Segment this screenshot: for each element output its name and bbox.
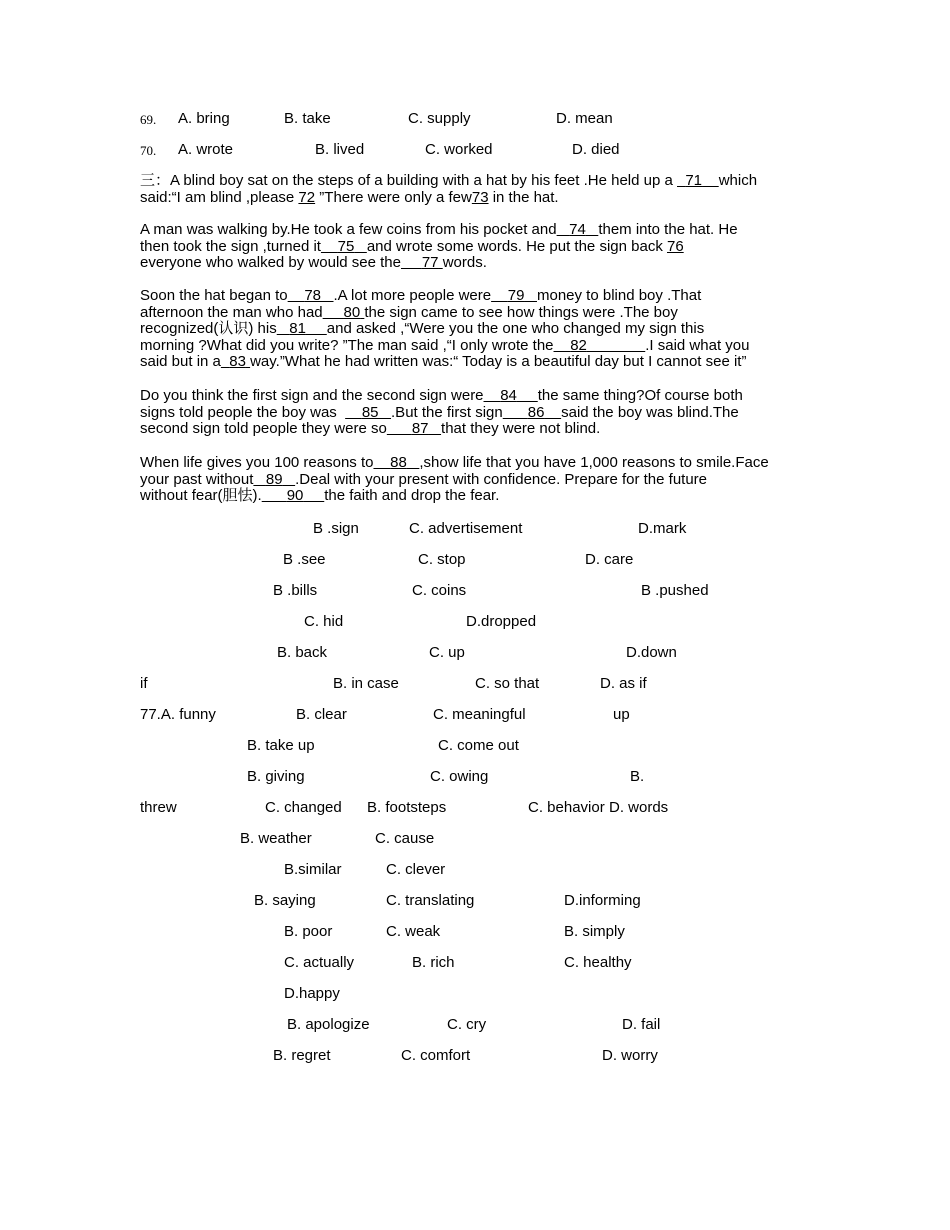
option-a: A. wrote [178, 141, 234, 158]
option: B. take up [247, 737, 315, 754]
option: B .bills [273, 582, 318, 599]
option: C. healthy [564, 954, 632, 971]
blank-77: 77 [421, 254, 439, 271]
blank-85: 85 [361, 403, 379, 421]
option: D.mark [638, 520, 687, 537]
passage-paragraph-3: Soon the hat began to 78 .A lot more people were 79 money to blind boy .That afternoon the man who had 80 the sign came to see how things were .The boy recognized(认识) his 81 and asked ,“Were you the one who changed my sign this morning ?What did you write? ”The man said ,“I only wrote the 82 .I said what you said but in a 83 way.”What he had written was:“ Today is a beautiful day but I cannot see it” [140, 287, 750, 370]
option: B. in case [333, 675, 399, 692]
option: B. saying [254, 892, 316, 909]
option: B. weather [240, 830, 312, 847]
option: C. weak [386, 923, 441, 940]
option: threw [140, 799, 177, 816]
option: C. cause [375, 830, 435, 847]
option-c: C. supply [408, 110, 471, 127]
blank-82: 82 [570, 336, 587, 354]
option: C. behavior [528, 799, 605, 816]
blank-75: 75 [337, 237, 355, 255]
option: B. giving [247, 768, 305, 785]
option-b: B. take [284, 110, 331, 127]
option: C. stop [418, 551, 466, 568]
blank-86: 86 [527, 403, 545, 421]
option: C. come out [438, 737, 519, 754]
option: C. hid [304, 613, 344, 630]
option: C. coins [412, 582, 467, 599]
option: B. clear [296, 706, 347, 723]
blank-88: 88 [390, 454, 407, 471]
option: C. cry [447, 1016, 487, 1033]
option: B. poor [284, 923, 333, 940]
option: D. worry [602, 1047, 658, 1064]
option: if [140, 675, 148, 692]
passage-paragraph-2: A man was walking by.He took a few coins from his pocket and 74 them into the hat. He then took the sign ,turned it 75 and wrote some words. He put the sign back 76 everyone who walked by would see the 77 words. [140, 221, 738, 271]
option: D.down [626, 644, 677, 661]
option: C. clever [386, 861, 446, 878]
blank-80: 80 [343, 303, 361, 321]
blank-89: 89 [265, 470, 283, 488]
option: B .pushed [641, 582, 709, 599]
question-number: 70. [140, 143, 157, 158]
option: B .see [283, 551, 326, 568]
passage-paragraph-1: 三：A blind boy sat on the steps of a building with a hat by his feet .He held up a 71 which said:“I am blind ,please 72 ”There were only a few73 in the hat. [140, 172, 758, 206]
blank-76: 76 [667, 237, 684, 255]
blank-73: 73 [471, 188, 489, 206]
option: B. back [277, 644, 328, 661]
blank-87: 87 [411, 420, 429, 437]
option: B. apologize [287, 1016, 370, 1033]
option: D.informing [564, 892, 641, 909]
option: C. meaningful [433, 706, 526, 723]
blank-78: 78 [304, 287, 321, 304]
passage-paragraph-5: When life gives you 100 reasons to 88 ,show life that you have 1,000 reasons to smile.Face your past without 89 .Deal with your present with confidence. Prepare for the future without fear(胆怯). 90 the faith and drop the fear. [140, 454, 769, 504]
blank-90: 90 [286, 487, 304, 504]
option: D. fail [622, 1016, 661, 1033]
option: D.dropped [466, 613, 537, 630]
option: C. up [429, 644, 465, 661]
option-b: B. lived [315, 141, 365, 158]
option: C. comfort [401, 1047, 471, 1064]
option: C. actually [284, 954, 355, 971]
blank-71: 71 [685, 172, 703, 189]
option: C. changed [265, 799, 342, 816]
option-d: D. died [572, 141, 620, 158]
blank-79: 79 [507, 287, 525, 304]
option: D. care [585, 551, 634, 568]
blank-72: 72 [298, 188, 316, 206]
option: C. translating [386, 892, 475, 909]
blank-81: 81 [289, 320, 306, 337]
option-c: C. worked [425, 141, 493, 158]
option: B.similar [284, 861, 342, 878]
option: C. advertisement [409, 520, 523, 537]
option: B. [630, 768, 645, 785]
option: B. rich [412, 954, 455, 971]
option: D. as if [600, 675, 647, 692]
option: B .sign [313, 520, 359, 537]
option: 77.A. funny [140, 706, 216, 723]
blank-83: 83 [229, 353, 246, 370]
option-a: A. bring [178, 110, 230, 127]
question-number: 69. [140, 112, 157, 127]
option: B. regret [273, 1047, 331, 1064]
option: D.happy [284, 985, 340, 1002]
option: C. owing [430, 768, 489, 785]
option: B. simply [564, 923, 625, 940]
option: B. footsteps [367, 799, 447, 816]
blank-74: 74 [569, 221, 586, 238]
option: up [613, 706, 630, 723]
passage-paragraph-4: Do you think the first sign and the second sign were 84 the same thing?Of course both signs told people the boy was 85 .But the first sign 86 said the boy was blind.The second sign told people they were so 87 that they were not blind. [140, 387, 743, 437]
option-d: D. mean [556, 110, 613, 127]
option: C. so that [475, 675, 540, 692]
option: D. words [609, 799, 669, 816]
blank-84: 84 [500, 387, 517, 404]
